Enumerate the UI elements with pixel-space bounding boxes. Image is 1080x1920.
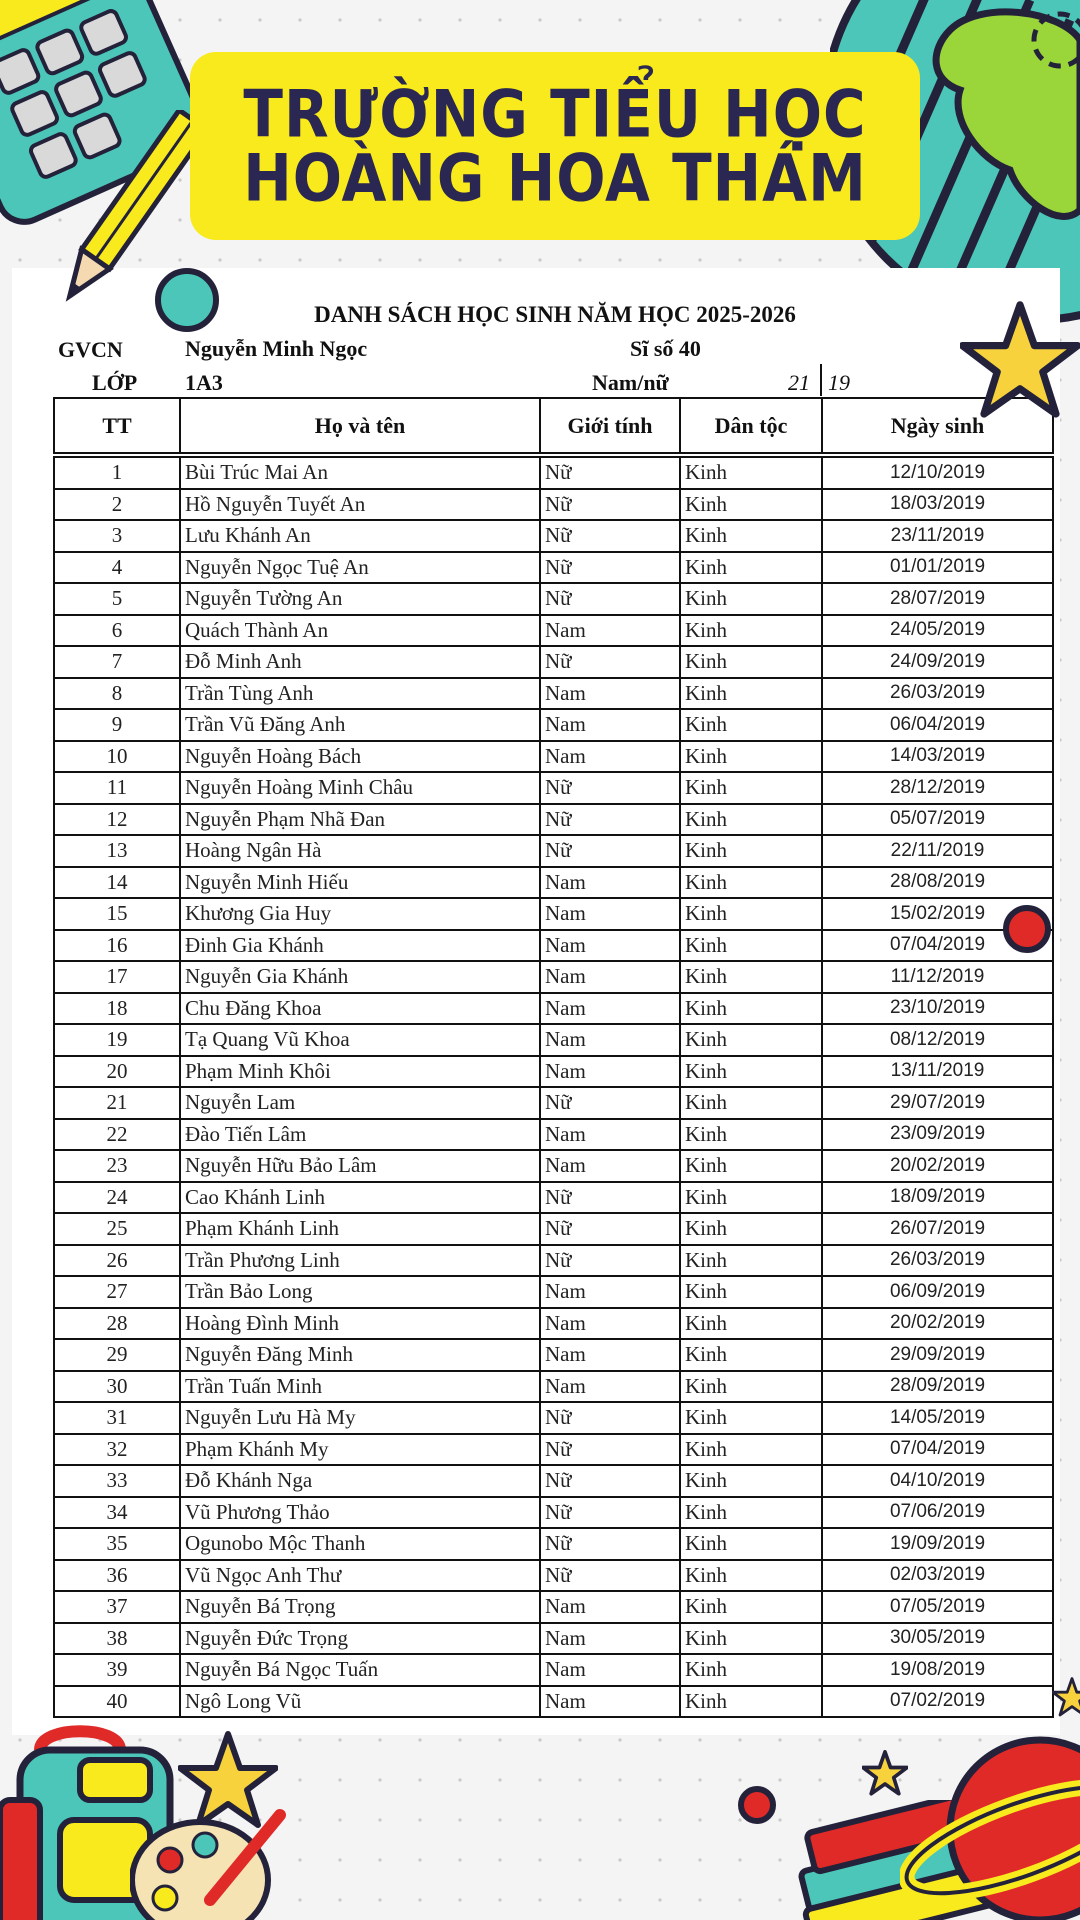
cell-name: Phạm Khánh Linh	[180, 1213, 540, 1245]
cell-gender: Nữ	[540, 455, 680, 489]
cell-dob: 28/12/2019	[822, 772, 1053, 804]
cell-name: Hồ Nguyễn Tuyết An	[180, 489, 540, 521]
cell-ethnicity: Kinh	[680, 772, 822, 804]
table-row	[54, 552, 1053, 584]
cell-gender: Nữ	[540, 646, 680, 678]
header-name: Họ và tên	[180, 398, 540, 455]
cell-dob: 11/12/2019	[822, 961, 1053, 993]
cell-name: Tạ Quang Vũ Khoa	[180, 1024, 540, 1056]
class-value: 1A3	[185, 370, 223, 395]
cell-tt: 17	[54, 961, 180, 993]
cell-name: Nguyễn Đăng Minh	[180, 1339, 540, 1371]
cell-tt: 15	[54, 898, 180, 930]
table-row	[54, 455, 1053, 489]
cell-name: Đỗ Minh Anh	[180, 646, 540, 678]
cell-gender: Nam	[540, 930, 680, 962]
table-row	[54, 741, 1053, 773]
cell-name: Đào Tiến Lâm	[180, 1119, 540, 1151]
cell-tt: 35	[54, 1528, 180, 1560]
cell-ethnicity: Kinh	[680, 898, 822, 930]
cell-dob: 01/01/2019	[822, 552, 1053, 584]
cell-name: Ogunobo Mộc Thanh	[180, 1528, 540, 1560]
cell-dob: 14/05/2019	[822, 1402, 1053, 1434]
cell-dob: 02/03/2019	[822, 1560, 1053, 1592]
table-row	[54, 1339, 1053, 1371]
table-row	[54, 1371, 1053, 1403]
table-row	[54, 993, 1053, 1025]
table-row	[54, 961, 1053, 993]
cell-ethnicity: Kinh	[680, 804, 822, 836]
table-row	[54, 1182, 1053, 1214]
cell-tt: 13	[54, 835, 180, 867]
table-row	[54, 1465, 1053, 1497]
cell-tt: 12	[54, 804, 180, 836]
cell-ethnicity: Kinh	[680, 455, 822, 489]
cell-gender: Nam	[540, 1623, 680, 1655]
table-row	[54, 489, 1053, 521]
cell-dob: 22/11/2019	[822, 835, 1053, 867]
cell-name: Nguyễn Lưu Hà My	[180, 1402, 540, 1434]
cell-tt: 29	[54, 1339, 180, 1371]
cell-ethnicity: Kinh	[680, 1213, 822, 1245]
cell-gender: Nữ	[540, 1465, 680, 1497]
table-header-row	[54, 398, 1053, 455]
cell-name: Trần Phương Linh	[180, 1245, 540, 1277]
table-row	[54, 1560, 1053, 1592]
table-row	[54, 1245, 1053, 1277]
cell-name: Trần Tùng Anh	[180, 678, 540, 710]
table-row	[54, 1497, 1053, 1529]
cell-tt: 25	[54, 1213, 180, 1245]
cell-dob: 06/04/2019	[822, 709, 1053, 741]
cell-tt: 34	[54, 1497, 180, 1529]
dot-icon	[738, 1786, 776, 1824]
cell-dob: 26/03/2019	[822, 678, 1053, 710]
cell-tt: 27	[54, 1276, 180, 1308]
cell-dob: 19/09/2019	[822, 1528, 1053, 1560]
table-row	[54, 772, 1053, 804]
cell-name: Nguyễn Hữu Bảo Lâm	[180, 1150, 540, 1182]
cell-tt: 20	[54, 1056, 180, 1088]
cell-name: Đinh Gia Khánh	[180, 930, 540, 962]
table-row	[54, 804, 1053, 836]
table-row	[54, 835, 1053, 867]
cell-ethnicity: Kinh	[680, 709, 822, 741]
cell-gender: Nam	[540, 1371, 680, 1403]
planet-icon	[900, 1700, 1080, 1920]
cell-ethnicity: Kinh	[680, 520, 822, 552]
cell-tt: 28	[54, 1308, 180, 1340]
cell-gender: Nữ	[540, 1560, 680, 1592]
table-row	[54, 678, 1053, 710]
cell-tt: 21	[54, 1087, 180, 1119]
cell-gender: Nam	[540, 1056, 680, 1088]
cell-name: Nguyễn Bá Trọng	[180, 1591, 540, 1623]
cell-gender: Nữ	[540, 489, 680, 521]
cell-tt: 7	[54, 646, 180, 678]
cell-tt: 3	[54, 520, 180, 552]
cell-gender: Nam	[540, 1150, 680, 1182]
cell-gender: Nữ	[540, 552, 680, 584]
cell-gender: Nam	[540, 1339, 680, 1371]
table-row	[54, 520, 1053, 552]
cell-name: Vũ Ngọc Anh Thư	[180, 1560, 540, 1592]
cell-dob: 23/10/2019	[822, 993, 1053, 1025]
cell-tt: 14	[54, 867, 180, 899]
cell-tt: 1	[54, 455, 180, 489]
cell-ethnicity: Kinh	[680, 1402, 822, 1434]
cell-tt: 40	[54, 1686, 180, 1718]
cell-ethnicity: Kinh	[680, 552, 822, 584]
table-row	[54, 1119, 1053, 1151]
cell-ethnicity: Kinh	[680, 993, 822, 1025]
cell-name: Nguyễn Gia Khánh	[180, 961, 540, 993]
table-row	[54, 1591, 1053, 1623]
star-icon	[960, 300, 1080, 420]
cell-name: Lưu Khánh An	[180, 520, 540, 552]
student-table	[53, 397, 1054, 1718]
cell-gender: Nam	[540, 709, 680, 741]
cell-name: Nguyễn Bá Ngọc Tuấn	[180, 1654, 540, 1686]
cell-dob: 28/09/2019	[822, 1371, 1053, 1403]
table-row	[54, 898, 1053, 930]
cell-tt: 37	[54, 1591, 180, 1623]
gvcn-value: Nguyễn Minh Ngọc	[185, 336, 368, 361]
cell-dob: 07/02/2019	[822, 1686, 1053, 1718]
cell-gender: Nữ	[540, 772, 680, 804]
cell-tt: 2	[54, 489, 180, 521]
cell-ethnicity: Kinh	[680, 1056, 822, 1088]
header-dob: Ngày sinh	[822, 398, 1053, 455]
cell-dob: 07/06/2019	[822, 1497, 1053, 1529]
cell-ethnicity: Kinh	[680, 678, 822, 710]
cell-ethnicity: Kinh	[680, 961, 822, 993]
cell-tt: 9	[54, 709, 180, 741]
cell-ethnicity: Kinh	[680, 930, 822, 962]
cell-dob: 24/05/2019	[822, 615, 1053, 647]
cell-ethnicity: Kinh	[680, 1465, 822, 1497]
cell-dob: 07/05/2019	[822, 1591, 1053, 1623]
cell-gender: Nam	[540, 1119, 680, 1151]
table-row	[54, 1276, 1053, 1308]
cell-name: Nguyễn Minh Hiếu	[180, 867, 540, 899]
cell-ethnicity: Kinh	[680, 1308, 822, 1340]
cell-dob: 30/05/2019	[822, 1623, 1053, 1655]
cell-name: Nguyễn Hoàng Minh Châu	[180, 772, 540, 804]
table-row	[54, 1308, 1053, 1340]
cell-gender: Nam	[540, 867, 680, 899]
school-title-line-1: TRƯỜNG TIỂU HỌC	[243, 75, 867, 153]
table-row	[54, 1528, 1053, 1560]
cell-name: Nguyễn Lam	[180, 1087, 540, 1119]
cell-dob: 29/09/2019	[822, 1339, 1053, 1371]
cell-dob: 29/07/2019	[822, 1087, 1053, 1119]
gvcn-label: GVCN	[58, 337, 123, 362]
cell-name: Trần Vũ Đăng Anh	[180, 709, 540, 741]
table-row	[54, 583, 1053, 615]
cell-gender: Nữ	[540, 520, 680, 552]
cell-name: Hoàng Đình Minh	[180, 1308, 540, 1340]
cell-tt: 5	[54, 583, 180, 615]
cell-tt: 33	[54, 1465, 180, 1497]
cell-tt: 30	[54, 1371, 180, 1403]
cell-dob: 08/12/2019	[822, 1024, 1053, 1056]
cell-ethnicity: Kinh	[680, 1150, 822, 1182]
cell-dob: 07/04/2019	[822, 930, 1053, 962]
table-row	[54, 646, 1053, 678]
class-size: Sĩ số 40	[630, 336, 701, 361]
cell-ethnicity: Kinh	[680, 1434, 822, 1466]
school-title-banner	[190, 52, 920, 240]
count-divider	[820, 364, 822, 396]
cell-tt: 6	[54, 615, 180, 647]
cell-tt: 18	[54, 993, 180, 1025]
cell-name: Bùi Trúc Mai An	[180, 455, 540, 489]
cell-ethnicity: Kinh	[680, 1087, 822, 1119]
cell-gender: Nữ	[540, 1434, 680, 1466]
cell-tt: 26	[54, 1245, 180, 1277]
cell-gender: Nữ	[540, 1528, 680, 1560]
cell-dob: 06/09/2019	[822, 1276, 1053, 1308]
cell-tt: 23	[54, 1150, 180, 1182]
cell-dob: 07/04/2019	[822, 1434, 1053, 1466]
table-row	[54, 1654, 1053, 1686]
cell-dob: 15/02/2019	[822, 898, 1053, 930]
cell-name: Trần Tuấn Minh	[180, 1371, 540, 1403]
document-heading: DANH SÁCH HỌC SINH NĂM HỌC 2025-2026	[314, 302, 796, 327]
cell-ethnicity: Kinh	[680, 646, 822, 678]
cell-gender: Nữ	[540, 1182, 680, 1214]
cell-dob: 26/03/2019	[822, 1245, 1053, 1277]
cell-ethnicity: Kinh	[680, 1623, 822, 1655]
school-title-line-2: HOÀNG HOA THÁM	[243, 139, 867, 217]
cell-name: Cao Khánh Linh	[180, 1182, 540, 1214]
cell-gender: Nam	[540, 741, 680, 773]
cell-dob: 05/07/2019	[822, 804, 1053, 836]
cell-dob: 13/11/2019	[822, 1056, 1053, 1088]
cell-dob: 24/09/2019	[822, 646, 1053, 678]
cell-ethnicity: Kinh	[680, 741, 822, 773]
cell-dob: 28/07/2019	[822, 583, 1053, 615]
cell-dob: 23/09/2019	[822, 1119, 1053, 1151]
cell-ethnicity: Kinh	[680, 615, 822, 647]
cell-name: Quách Thành An	[180, 615, 540, 647]
cell-ethnicity: Kinh	[680, 1245, 822, 1277]
table-row	[54, 615, 1053, 647]
cell-name: Nguyễn Hoàng Bách	[180, 741, 540, 773]
cell-name: Khương Gia Huy	[180, 898, 540, 930]
cell-gender: Nữ	[540, 1087, 680, 1119]
cell-dob: 23/11/2019	[822, 520, 1053, 552]
gender-ratio-label: Nam/nữ	[592, 370, 669, 395]
cell-gender: Nữ	[540, 1213, 680, 1245]
cell-name: Đỗ Khánh Nga	[180, 1465, 540, 1497]
cell-gender: Nữ	[540, 835, 680, 867]
cell-tt: 38	[54, 1623, 180, 1655]
cell-dob: 26/07/2019	[822, 1213, 1053, 1245]
cell-tt: 36	[54, 1560, 180, 1592]
cell-ethnicity: Kinh	[680, 867, 822, 899]
cell-ethnicity: Kinh	[680, 1686, 822, 1718]
table-row	[54, 1150, 1053, 1182]
cell-gender: Nam	[540, 898, 680, 930]
cell-gender: Nam	[540, 678, 680, 710]
cell-name: Nguyễn Ngọc Tuệ An	[180, 552, 540, 584]
table-row	[54, 1024, 1053, 1056]
table-row	[54, 930, 1053, 962]
cell-gender: Nữ	[540, 1497, 680, 1529]
cell-ethnicity: Kinh	[680, 583, 822, 615]
cell-ethnicity: Kinh	[680, 1497, 822, 1529]
cell-tt: 39	[54, 1654, 180, 1686]
cell-tt: 19	[54, 1024, 180, 1056]
cell-ethnicity: Kinh	[680, 1654, 822, 1686]
cell-name: Hoàng Ngân Hà	[180, 835, 540, 867]
cell-ethnicity: Kinh	[680, 1560, 822, 1592]
cell-gender: Nam	[540, 1654, 680, 1686]
cell-gender: Nam	[540, 1686, 680, 1718]
male-count: 21	[788, 370, 810, 395]
cell-name: Nguyễn Tường An	[180, 583, 540, 615]
cell-gender: Nữ	[540, 583, 680, 615]
cell-name: Phạm Minh Khôi	[180, 1056, 540, 1088]
cell-ethnicity: Kinh	[680, 1371, 822, 1403]
cell-ethnicity: Kinh	[680, 1528, 822, 1560]
cell-gender: Nữ	[540, 1245, 680, 1277]
table-row	[54, 1623, 1053, 1655]
cell-tt: 22	[54, 1119, 180, 1151]
cell-dob: 20/02/2019	[822, 1150, 1053, 1182]
cell-ethnicity: Kinh	[680, 1339, 822, 1371]
cell-ethnicity: Kinh	[680, 835, 822, 867]
table-row	[54, 1087, 1053, 1119]
cell-gender: Nam	[540, 961, 680, 993]
cell-dob: 28/08/2019	[822, 867, 1053, 899]
table-row	[54, 1213, 1053, 1245]
female-count: 19	[828, 370, 850, 395]
cell-gender: Nữ	[540, 1402, 680, 1434]
cell-tt: 8	[54, 678, 180, 710]
header-tt: TT	[54, 398, 180, 455]
cell-dob: 19/08/2019	[822, 1654, 1053, 1686]
cell-dob: 14/03/2019	[822, 741, 1053, 773]
cell-tt: 11	[54, 772, 180, 804]
table-row	[54, 867, 1053, 899]
cell-name: Phạm Khánh My	[180, 1434, 540, 1466]
cell-ethnicity: Kinh	[680, 1024, 822, 1056]
cell-name: Nguyễn Đức Trọng	[180, 1623, 540, 1655]
cell-tt: 10	[54, 741, 180, 773]
table-row	[54, 1056, 1053, 1088]
cell-name: Vũ Phương Thảo	[180, 1497, 540, 1529]
cell-ethnicity: Kinh	[680, 1119, 822, 1151]
cell-ethnicity: Kinh	[680, 1182, 822, 1214]
cell-gender: Nam	[540, 1591, 680, 1623]
cell-gender: Nữ	[540, 804, 680, 836]
cell-ethnicity: Kinh	[680, 1276, 822, 1308]
table-row	[54, 1434, 1053, 1466]
palette-icon	[130, 1800, 290, 1920]
cell-ethnicity: Kinh	[680, 489, 822, 521]
cell-dob: 18/03/2019	[822, 489, 1053, 521]
cell-tt: 24	[54, 1182, 180, 1214]
cell-gender: Nam	[540, 993, 680, 1025]
cell-name: Trần Bảo Long	[180, 1276, 540, 1308]
cell-gender: Nam	[540, 1024, 680, 1056]
header-gender: Giới tính	[540, 398, 680, 455]
table-row	[54, 709, 1053, 741]
cell-dob: 18/09/2019	[822, 1182, 1053, 1214]
cell-tt: 31	[54, 1402, 180, 1434]
cell-name: Ngô Long Vũ	[180, 1686, 540, 1718]
cell-dob: 12/10/2019	[822, 455, 1053, 489]
cell-name: Chu Đăng Khoa	[180, 993, 540, 1025]
cell-tt: 4	[54, 552, 180, 584]
cell-gender: Nam	[540, 1308, 680, 1340]
cell-dob: 04/10/2019	[822, 1465, 1053, 1497]
cell-gender: Nam	[540, 1276, 680, 1308]
cell-tt: 32	[54, 1434, 180, 1466]
header-ethnicity: Dân tộc	[680, 398, 822, 455]
class-label: LỚP	[92, 370, 138, 395]
cell-tt: 16	[54, 930, 180, 962]
cell-ethnicity: Kinh	[680, 1591, 822, 1623]
dot-icon	[1003, 905, 1051, 953]
cell-name: Nguyễn Phạm Nhã Đan	[180, 804, 540, 836]
cell-gender: Nam	[540, 615, 680, 647]
cell-dob: 20/02/2019	[822, 1308, 1053, 1340]
table-row	[54, 1402, 1053, 1434]
